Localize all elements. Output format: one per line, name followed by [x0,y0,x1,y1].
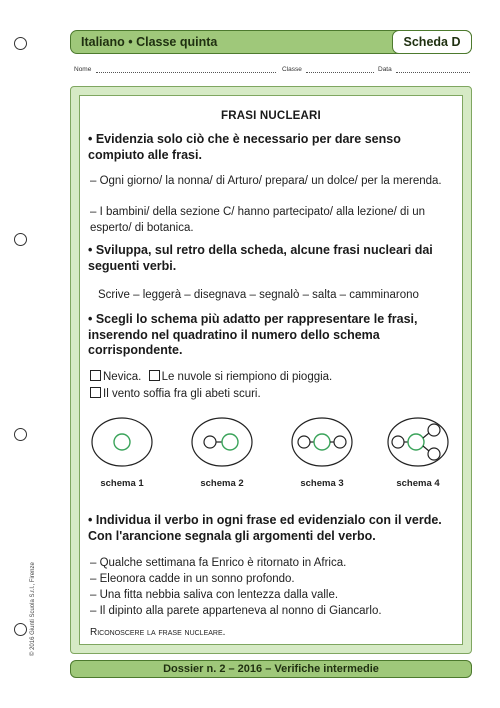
answer-checkbox-3[interactable] [90,387,101,398]
name-label: Nome [74,66,92,73]
schema-2-label: schema 2 [200,478,244,489]
schema-4-diagram [386,416,450,468]
copyright-notice: © 2016 Giunti Scuola S.r.l., Firenze [30,562,36,656]
name-class-date-line [74,66,470,78]
exercise-2-verbs: Scrive – leggerà – disegnava – segnalò – salta – camminarono [98,289,419,301]
footer-bar: Dossier n. 2 – 2016 – Verifiche intermedie [70,660,472,678]
binder-hole-1 [14,37,27,50]
header-title: Italiano • Classe quinta [81,35,218,49]
exercise-3-row-1 [90,370,332,384]
class-label: Classe [282,66,302,73]
binder-hole-3 [14,428,27,441]
binder-hole-4 [14,623,27,636]
worksheet-content [79,95,463,645]
answer-checkbox-2[interactable] [149,370,160,381]
header-bar [70,30,472,54]
exercise-2-instruction: • Sviluppa, sul retro della scheda, alcune frasi nucleari dai seguenti verbi. [88,243,433,273]
exercise-4-sentence-4[interactable]: – Il dipinto alla parete apparteneva al nonno di Giancarlo. [90,605,382,617]
exercise-4-instruction: • Individua il verbo in ogni frase ed evidenzialo con il verde. Con l'arancione segnala gli argomenti del verbo. [88,513,442,543]
exercise-4-sentence-2[interactable]: – Eleonora cadde in un sonno profondo. [90,573,295,585]
exercise-3-sentence-3: Il vento soffia fra gli abeti scuri. [103,388,261,400]
schema-3-diagram [290,416,354,468]
binder-hole-2 [14,233,27,246]
worksheet-frame [70,86,472,654]
exercise-3-instruction: • Scegli lo schema più adatto per rappresentare le frasi, inserendo nel quadratino il numero dello schema corrispondente. [88,312,418,357]
exercise-1-sentence-1[interactable]: – Ogni giorno/ la nonna/ di Arturo/ prepara/ un dolce/ per la merenda. [90,175,442,187]
schema-2-diagram [190,416,254,468]
answer-checkbox-1[interactable] [90,370,101,381]
exercise-3-row-2 [90,387,261,401]
class-field[interactable] [306,72,374,73]
schema-4-label: schema 4 [396,478,440,489]
exercise-4-sentence-3[interactable]: – Una fitta nebbia saliva con lentezza dalla valle. [90,589,339,601]
learning-objective-note: Riconoscere la frase nucleare. [90,627,226,638]
schema-1-diagram [90,416,154,468]
name-field[interactable] [96,72,276,73]
schema-3-label: schema 3 [300,478,344,489]
sheet-tab: Scheda D [392,30,472,54]
date-label: Data [378,66,392,73]
exercise-1-sentence-2[interactable]: – I bambini/ della sezione C/ hanno partecipato/ alla lezione/ di un esperto/ di botanica. [90,206,425,234]
exercise-3-sentence-2: Le nuvole si riempiono di pioggia. [161,371,333,383]
worksheet-title: FRASI NUCLEARI [221,110,321,122]
exercise-4-sentence-1[interactable]: – Qualche settimana fa Enrico è ritornato in Africa. [90,557,347,569]
date-field[interactable] [396,72,470,73]
exercise-1-instruction: • Evidenzia solo ciò che è necessario per dare senso compiuto alle frasi. [88,132,401,162]
schema-1-label: schema 1 [100,478,144,489]
exercise-3-sentence-1: Nevica. [103,371,142,383]
